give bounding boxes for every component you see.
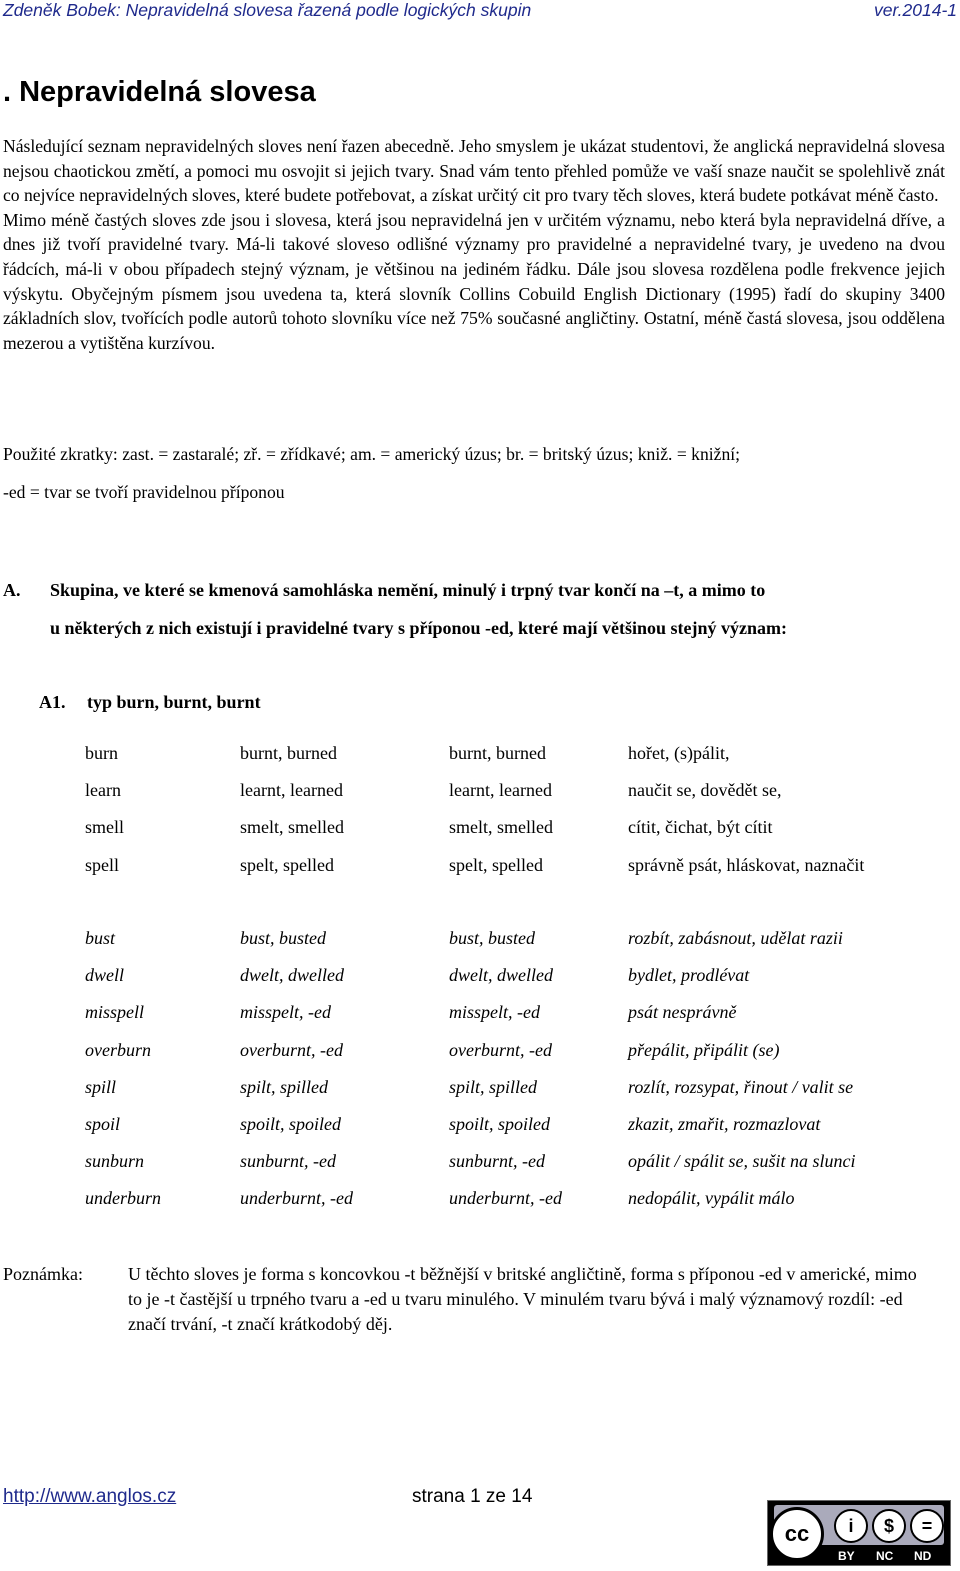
intro-paragraph-1: Následující seznam nepravidelných sloves není řazen abecedně. Jeho smyslem je ukázat studentovi, že anglická nepravidelná slovesa nejsou chaotickou změtí, a pomoci mu osvojit si jejich tvary. Snad vám tento přehled pomůže ve vaší snaze naučit se spolehlivě znát co nejvíce nepravidelných sloves, které budete potřebovat, a získat určitý cit pro tvary těch sloves, která budete potkávat méně často. [3,136,945,206]
rare-verbs-table [85,926,945,1224]
page-header [0,0,960,20]
verb-past-participle: spelt, spelled [449,854,543,875]
verb-meaning: správně psát, hláskovat, naznačit [628,854,865,875]
verb-past: burnt, burned [240,743,337,763]
page-number: strana 1 ze 14 [412,1486,533,1507]
verb-past: dwelt, dwelled [240,965,344,986]
verb-past: learnt, learned [240,780,343,801]
verb-meaning: přepálit, připálit (se) [628,1039,780,1060]
verb-past: bust, busted [240,928,327,948]
website-link[interactable]: http://www.anglos.cz [3,1486,177,1507]
section-a-label: A. [3,580,21,600]
no-dollar-icon: $ [872,1509,906,1543]
note-text: U těchto sloves je forma s koncovkou -t běžnější v britské angličtině, forma s příponou -ed v americké, mimo to je -t častější u trpného tvaru a -ed u tvaru minulého. V minulém tvaru bývá i malý významový rozdíl: -ed značí trvání, -t značí krátkodobý děj. [128,1264,917,1334]
verb-infinitive: overburn [85,1039,151,1060]
verb-infinitive: spell [85,854,119,875]
verb-meaning: rozlít, rozsypat, řinout / valit se [628,1076,854,1097]
verb-past-participle: overburnt, -ed [449,1039,552,1060]
table-row [85,926,945,963]
verb-meaning: naučit se, dovědět se, [628,780,782,801]
verb-meaning: nedopálit, vypálit málo [628,1188,795,1209]
table-row [85,1112,945,1149]
verb-past: smelt, smelled [240,817,344,838]
verb-infinitive: burn [85,743,118,763]
verb-past-participle: spoilt, spoiled [449,1113,551,1134]
verb-infinitive: smell [85,817,124,838]
verb-past: misspelt, -ed [240,1002,331,1023]
verb-past-participle: burnt, burned [449,743,546,763]
table-row [85,741,945,778]
table-row [85,778,945,815]
page-title: . Nepravidelná slovesa [3,76,316,108]
header-title: Zdeněk Bobek: Nepravidelná slovesa řazená podle logických skupin [3,0,532,20]
creative-commons-badge[interactable] [767,1500,951,1566]
subsection-a1-label: A1. [39,692,66,712]
equals-icon: = [910,1509,944,1543]
abbreviations-line: Použité zkratky: zast. = zastaralé; zř. = zřídkavé; am. = americký úzus; br. = britský úzus; kniž. = knižní; [3,444,741,464]
table-row [85,1038,945,1075]
verb-infinitive: bust [85,928,116,948]
verb-meaning: cítit, čichat, být cítit [628,817,773,838]
table-row [85,1149,945,1186]
table-row [85,815,945,852]
license-by-label: BY [838,1549,855,1563]
verb-infinitive: misspell [85,1002,145,1023]
verb-meaning: psát nesprávně [628,1002,737,1023]
license-nc-label: NC [876,1549,894,1563]
verb-past-participle: bust, busted [449,928,536,948]
intro-text [3,134,945,355]
cc-logo-icon: cc [770,1507,824,1561]
verb-past-participle: spilt, spilled [449,1076,538,1097]
subsection-a1-heading [39,692,261,713]
table-row [85,853,945,890]
verb-past-participle: misspelt, -ed [449,1002,540,1023]
verb-past-participle: underburnt, -ed [449,1188,562,1209]
table-row [85,1000,945,1037]
verb-past-participle: sunburnt, -ed [449,1151,545,1172]
verb-infinitive: learn [85,780,121,801]
verb-meaning: opálit / spálit se, sušit na slunci [628,1151,856,1172]
table-row [85,1075,945,1112]
verb-past: spoilt, spoiled [240,1113,342,1134]
table-row [85,1186,945,1223]
verb-past-participle: dwelt, dwelled [449,965,553,986]
verb-past-participle: learnt, learned [449,780,552,801]
abbreviations-line-2: -ed = tvar se tvoří pravidelnou příponou [3,482,285,502]
verb-past: underburnt, -ed [240,1188,353,1209]
verb-past: spilt, spilled [240,1076,329,1097]
verb-infinitive: spill [85,1076,117,1097]
intro-paragraph-2: Mimo méně častých sloves zde jsou i slovesa, která jsou nepravidelná jen v určitém významu, nebo která byla nepravidelná dříve, a dnes již tvoří pravidelné tvary. Má-li takové sloveso odlišné významy pro pravidelné a nepravidelné tvary, je uvedeno na dvou řádcích, má-li v obou případech stejný význam, je většinou na jediném řádku. Dále jsou slovesa rozdělena podle frekvence jejich výskytu. Obyčejným písmem jsou uvedena ta, která slovník Collins Cobuild English Dictionary (1995) řadí do skupiny 3400 základních slov, tvořících podle autorů tohoto slovníku více než 75% současné angličtiny. Ostatní, méně častá slovesa, jsou oddělena mezerou a vytištěna kurzívou. [3,209,945,353]
license-nd-label: ND [914,1549,932,1563]
verb-past: spelt, spelled [240,854,334,875]
common-verbs-table [85,741,945,890]
verb-meaning: hořet, (s)pálit, [628,743,730,763]
verb-past: sunburnt, -ed [240,1151,336,1172]
verb-past-participle: smelt, smelled [449,817,553,838]
verb-infinitive: underburn [85,1188,161,1209]
person-icon: i [834,1509,868,1543]
verb-meaning: rozbít, zabásnout, udělat razii [628,928,843,948]
table-row [85,963,945,1000]
verb-infinitive: sunburn [85,1151,145,1172]
verb-infinitive: dwell [85,965,124,986]
verb-infinitive: spoil [85,1113,121,1134]
verb-past: overburnt, -ed [240,1039,343,1060]
subsection-a1-title: typ burn, burnt, burnt [87,692,261,712]
section-a-line-2: u některých z nich existují i pravidelné tvary s příponou -ed, které mají většinou stejný význam: [50,618,787,638]
verb-meaning: bydlet, prodlévat [628,965,750,986]
header-version: ver.2014-1 [873,0,957,20]
note-label: Poznámka: [3,1264,83,1284]
section-a-line-1: Skupina, ve které se kmenová samohláska nemění, minulý i trpný tvar končí na –t, a mimo to [50,580,766,600]
verb-meaning: zkazit, zmařit, rozmazlovat [628,1113,821,1134]
